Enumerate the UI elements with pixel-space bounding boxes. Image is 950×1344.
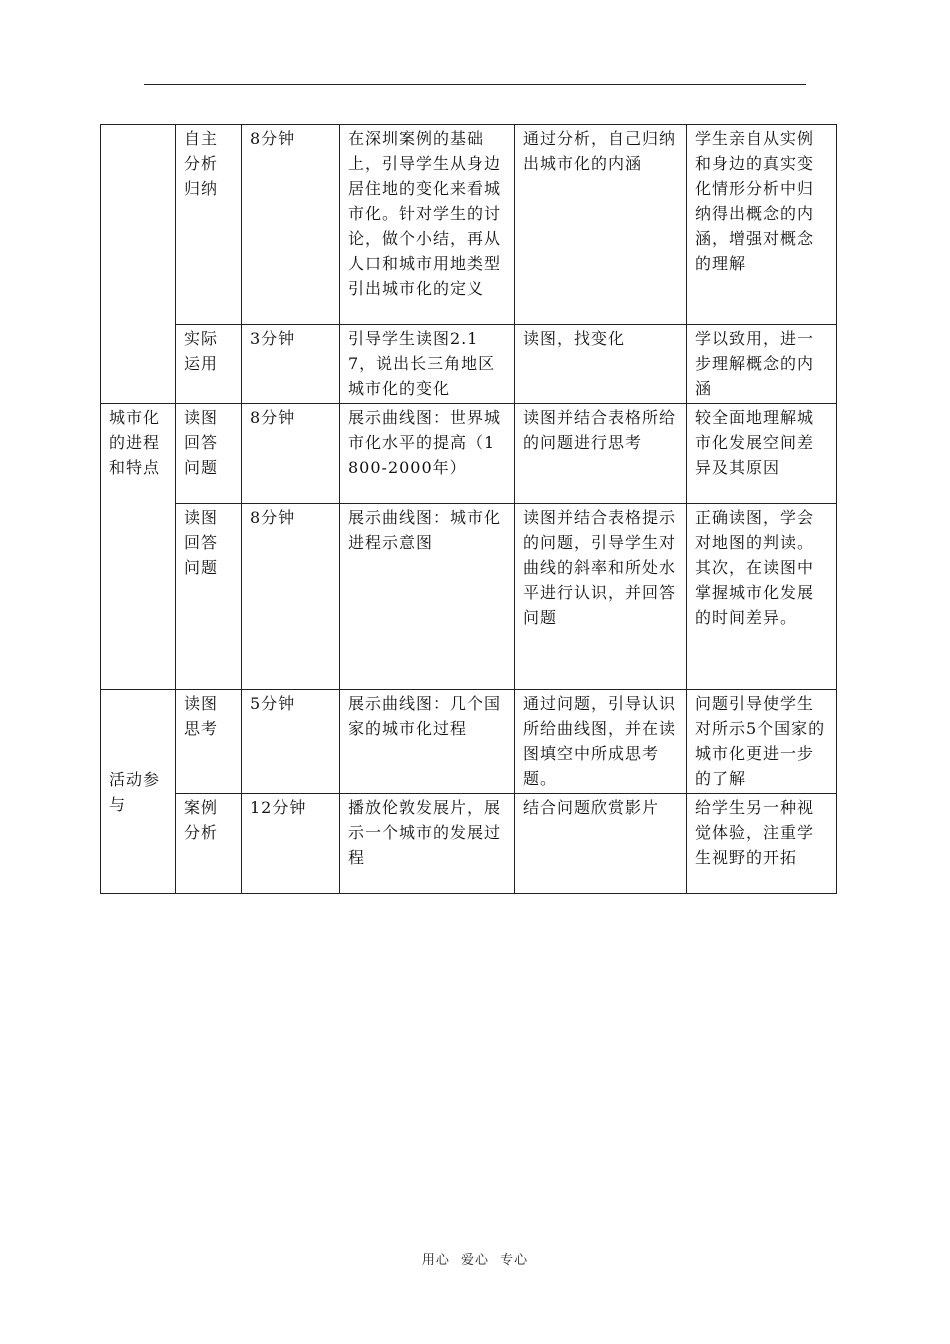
teacher-activity-cell: 在深圳案例的基础上，引导学生从身边居住地的变化来看城市化。针对学生的讨论，做个小结，再从人口和城市用地类型引出城市化的定义 (340, 125, 515, 325)
activity-cell: 案例分析 (176, 794, 242, 894)
time-cell: 5分钟 (242, 690, 340, 794)
design-intent-cell: 问题引导使学生对所示5个国家的城市化更进一步的了解 (687, 690, 837, 794)
activity-cell: 读图回答问题 (176, 404, 242, 504)
table-row (101, 404, 837, 504)
stage-cell (101, 125, 176, 404)
table-row (101, 125, 837, 325)
design-intent-cell: 给学生另一种视觉体验，注重学生视野的开拓 (687, 794, 837, 894)
time-cell: 8分钟 (242, 404, 340, 504)
activity-cell: 自主分析归纳 (176, 125, 242, 325)
time-cell: 3分钟 (242, 325, 340, 404)
time-cell: 8分钟 (242, 504, 340, 690)
design-intent-cell: 学以致用，进一步理解概念的内涵 (687, 325, 837, 404)
teacher-activity-cell: 展示曲线图：世界城市化水平的提高（1800-2000年） (340, 404, 515, 504)
student-activity-cell: 读图并结合表格提示的问题，引导学生对曲线的斜率和所处水平进行认识，并回答问题 (515, 504, 687, 690)
lesson-plan-table (100, 124, 837, 894)
activity-cell: 读图回答问题 (176, 504, 242, 690)
table-row (101, 794, 837, 894)
activity-cell: 读图思考 (176, 690, 242, 794)
page-footer: 用心 爱心 专心 (421, 1253, 529, 1268)
student-activity-cell: 读图并结合表格所给的问题进行思考 (515, 404, 687, 504)
time-cell: 12分钟 (242, 794, 340, 894)
student-activity-cell: 结合问题欣赏影片 (515, 794, 687, 894)
time-cell: 8分钟 (242, 125, 340, 325)
student-activity-cell: 通过问题，引导认识所给曲线图，并在读图填空中所成思考题。 (515, 690, 687, 794)
teacher-activity-cell: 展示曲线图：城市化进程示意图 (340, 504, 515, 690)
student-activity-cell: 读图，找变化 (515, 325, 687, 404)
stage-cell: 城市化的进程和特点 (101, 404, 176, 690)
design-intent-cell: 较全面地理解城市化发展空间差异及其原因 (687, 404, 837, 504)
header-rule (144, 84, 806, 85)
design-intent-cell: 学生亲自从实例和身边的真实变化情形分析中归纳得出概念的内涵，增强对概念的理解 (687, 125, 837, 325)
teacher-activity-cell: 引导学生读图2.17，说出长三角地区城市化的变化 (340, 325, 515, 404)
activity-cell: 实际运用 (176, 325, 242, 404)
student-activity-cell: 通过分析，自己归纳出城市化的内涵 (515, 125, 687, 325)
teacher-activity-cell: 播放伦敦发展片，展示一个城市的发展过程 (340, 794, 515, 894)
table-row (101, 690, 837, 794)
table-row (101, 504, 837, 690)
table-row (101, 325, 837, 404)
stage-cell: 活动参与 (101, 690, 176, 894)
design-intent-cell: 正确读图，学会对地图的判读。其次，在读图中掌握城市化发展的时间差异。 (687, 504, 837, 690)
teacher-activity-cell: 展示曲线图：几个国家的城市化过程 (340, 690, 515, 794)
